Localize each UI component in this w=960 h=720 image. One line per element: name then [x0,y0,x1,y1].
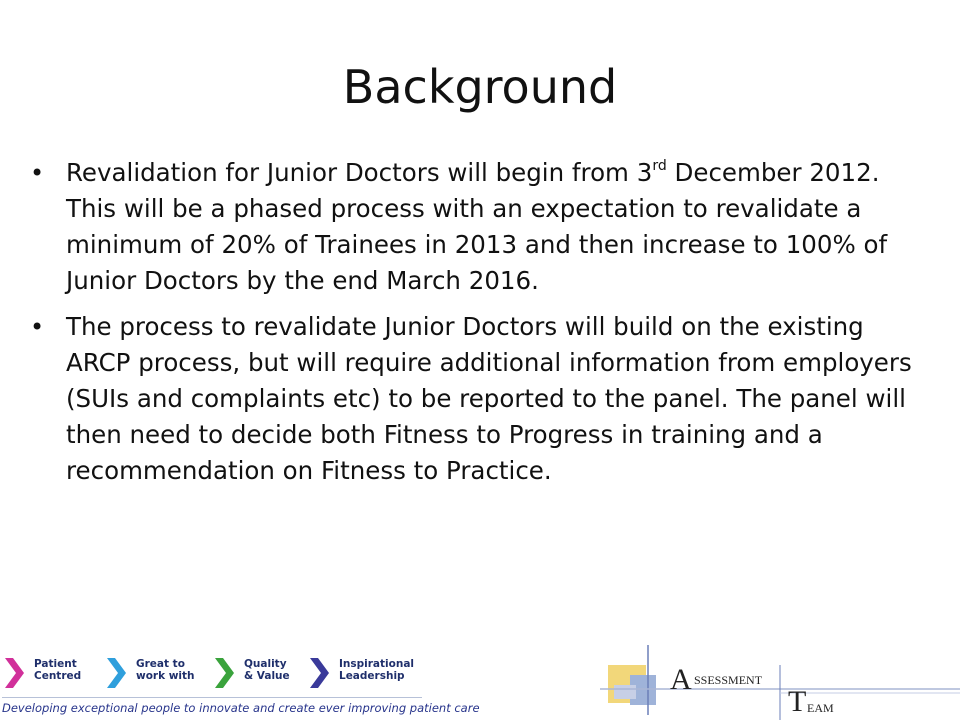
bullet-text-part: December 2012. This will be a phased process with an expectation to revalidate a minimum of 20% of Trainees in 2013 and then increase to 100% of Junior Doctors by the end March 2016. [66,158,888,295]
logo-word-1: SSESSMENT [694,673,763,687]
bullet-item [28,309,928,489]
chevron-icon [307,655,335,691]
bullet-list [28,155,928,499]
strapline-divider [2,697,422,698]
footer [0,645,960,720]
assessment-team-logo [600,645,960,720]
value-label: Inspirational Leadership [339,658,415,682]
logo-letter-t: T [788,685,807,718]
slide-title: Background [342,60,618,114]
logo-letter-a: A [670,663,692,696]
bullet-superscript: rd [652,157,667,174]
value-label: Patient Centred [34,658,82,682]
bullet-text-part: Revalidation for Junior Doctors will begin from 3 [66,158,653,187]
bullet-text: The process to revalidate Junior Doctors will build on the existing ARCP process, but will require additional information from employers (SUIs and complaints etc) to be reported to the panel. The panel will then need to decide both Fitness to Progress in training and a recommendation on Fitness to Practice. [66,312,912,485]
logo-graphic [600,645,960,720]
bullet-icon: • [30,159,45,187]
chevron-icon [104,655,132,691]
chevron-icon [2,655,30,691]
bullet-icon: • [30,313,45,341]
logo-word-2: EAM [807,701,834,715]
value-label: Great to work with [136,658,195,682]
bullet-item [28,155,928,299]
strapline: Developing exceptional people to innovate and create ever improving patient care [2,701,480,715]
value-label: Quality & Value [244,658,290,682]
chevron-icon [212,655,240,691]
